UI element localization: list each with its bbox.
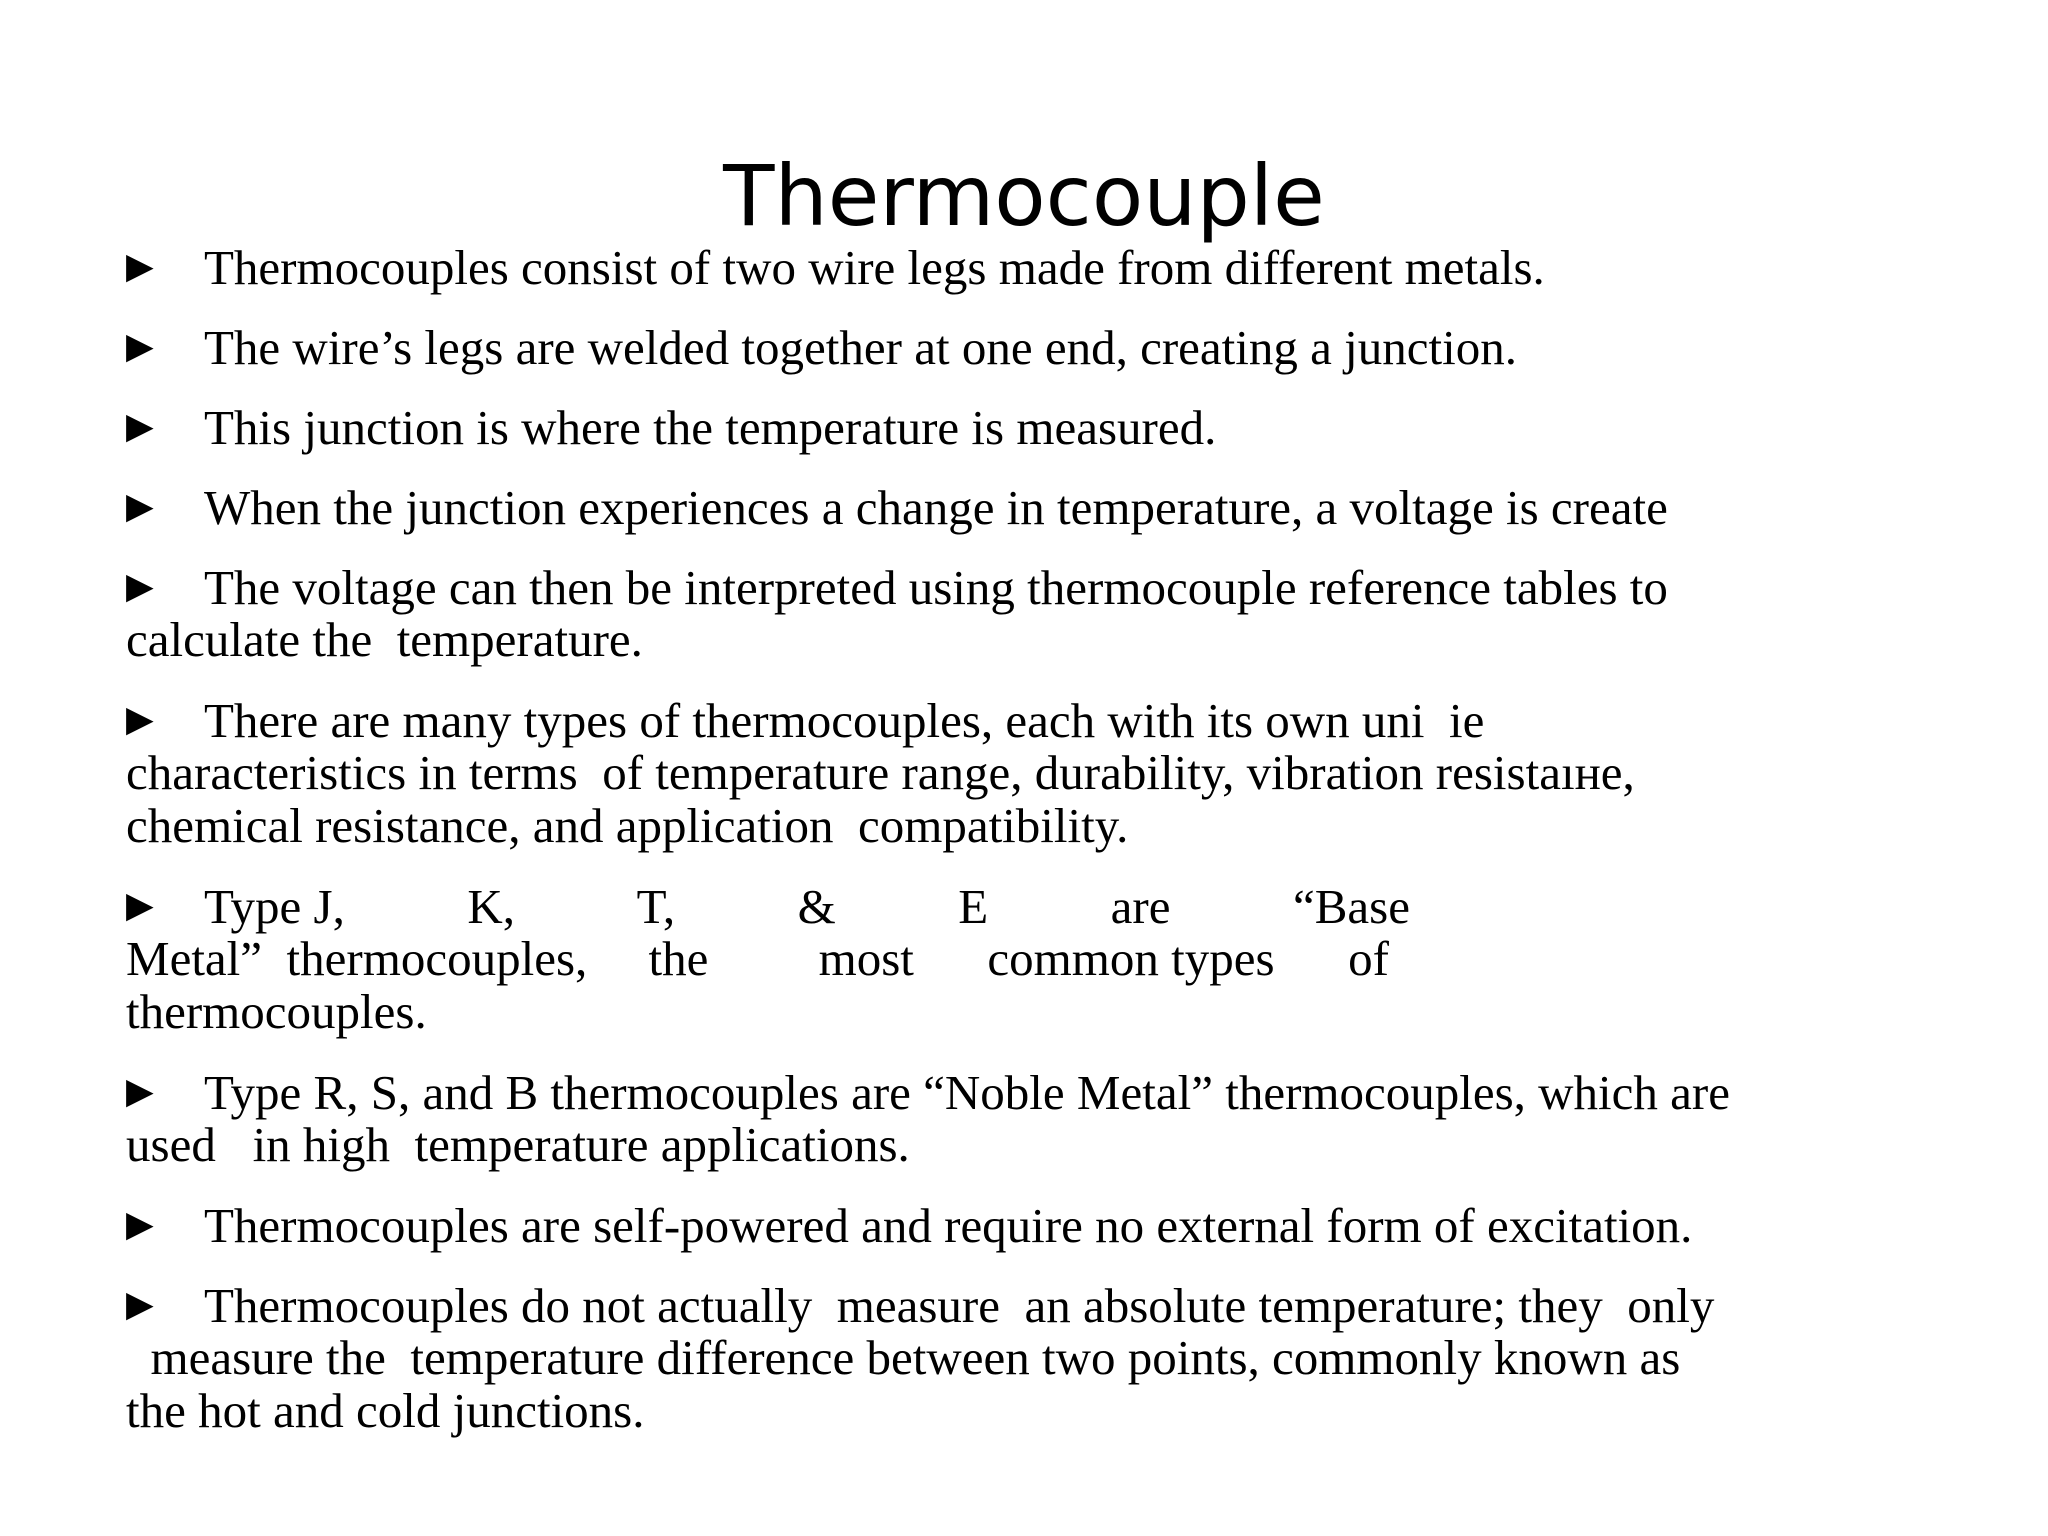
bullet-line: thermocouples.: [126, 984, 427, 1039]
bullet-text: Thermocouples do not actually measure an absolute temperature; they only: [204, 1278, 1715, 1333]
bullet-text: Thermocouples consist of two wire legs made from different metals.: [204, 240, 1545, 295]
bullet-arrow-icon: ▶: [126, 885, 154, 925]
bullet-arrow-icon: ▶: [126, 486, 154, 526]
bullet-item: [126, 320, 1926, 373]
bullet-item: [126, 240, 1926, 293]
bullet-item: [126, 480, 1926, 533]
bullet-line: [126, 400, 1926, 453]
bullet-text: There are many types of thermocouples, each with its own uni ie: [204, 693, 1485, 748]
bullet-line: chemical resistance, and application compatibility.: [126, 798, 1129, 853]
bullet-line: [126, 240, 1926, 293]
bullet-arrow-icon: ▶: [126, 1284, 154, 1324]
bullet-arrow-icon: ▶: [126, 246, 154, 286]
bullet-arrow-icon: ▶: [126, 566, 154, 606]
bullet-line: [126, 480, 1926, 533]
bullet-item: [126, 1065, 1926, 1171]
bullet-text: When the junction experiences a change in temperature, a voltage is create: [204, 480, 1668, 535]
bullet-line: [126, 693, 1926, 746]
bullet-line: [126, 1065, 1926, 1118]
bullet-text: Type R, S, and B thermocouples are “Noble Metal” thermocouples, which are: [204, 1065, 1730, 1120]
bullet-line: used in high temperature applications.: [126, 1117, 910, 1172]
bullet-arrow-icon: ▶: [126, 1071, 154, 1111]
bullet-line: characteristics in terms of temperature range, durability, vibration resistaıʜe,: [126, 745, 1635, 800]
bullet-line: [126, 560, 1926, 613]
bullet-line: measure the temperature difference between two points, commonly known as: [126, 1330, 1681, 1385]
bullet-arrow-icon: ▶: [126, 326, 154, 366]
bullet-item: [126, 1278, 1926, 1437]
bullet-item: [126, 400, 1926, 453]
bullet-item: [126, 879, 1926, 1038]
bullet-line: [126, 1278, 1926, 1331]
bullet-arrow-icon: ▶: [126, 1204, 154, 1244]
bullet-line: calculate the temperature.: [126, 612, 643, 667]
bullet-line: [126, 1198, 1926, 1251]
bullet-text: Type J, K, T, & E are “Base: [204, 879, 1410, 934]
bullet-text: This junction is where the temperature is measured.: [204, 400, 1217, 455]
bullet-arrow-icon: ▶: [126, 699, 154, 739]
bullet-item: [126, 1198, 1926, 1251]
bullet-line: [126, 879, 1926, 932]
bullet-text: The voltage can then be interpreted using thermocouple reference tables to: [204, 560, 1668, 615]
bullet-line: the hot and cold junctions.: [126, 1383, 645, 1438]
bullet-arrow-icon: ▶: [126, 406, 154, 446]
bullet-item: [126, 560, 1926, 666]
slide-title: Thermocouple: [723, 147, 1325, 245]
bullet-line: Metal” thermocouples, the most common types of: [126, 931, 1389, 986]
bullet-line: [126, 320, 1926, 373]
bullet-list: [126, 240, 1926, 1437]
bullet-text: The wire’s legs are welded together at one end, creating a junction.: [204, 320, 1517, 375]
bullet-text: Thermocouples are self-powered and require no external form of excitation.: [204, 1198, 1693, 1253]
bullet-item: [126, 693, 1926, 852]
